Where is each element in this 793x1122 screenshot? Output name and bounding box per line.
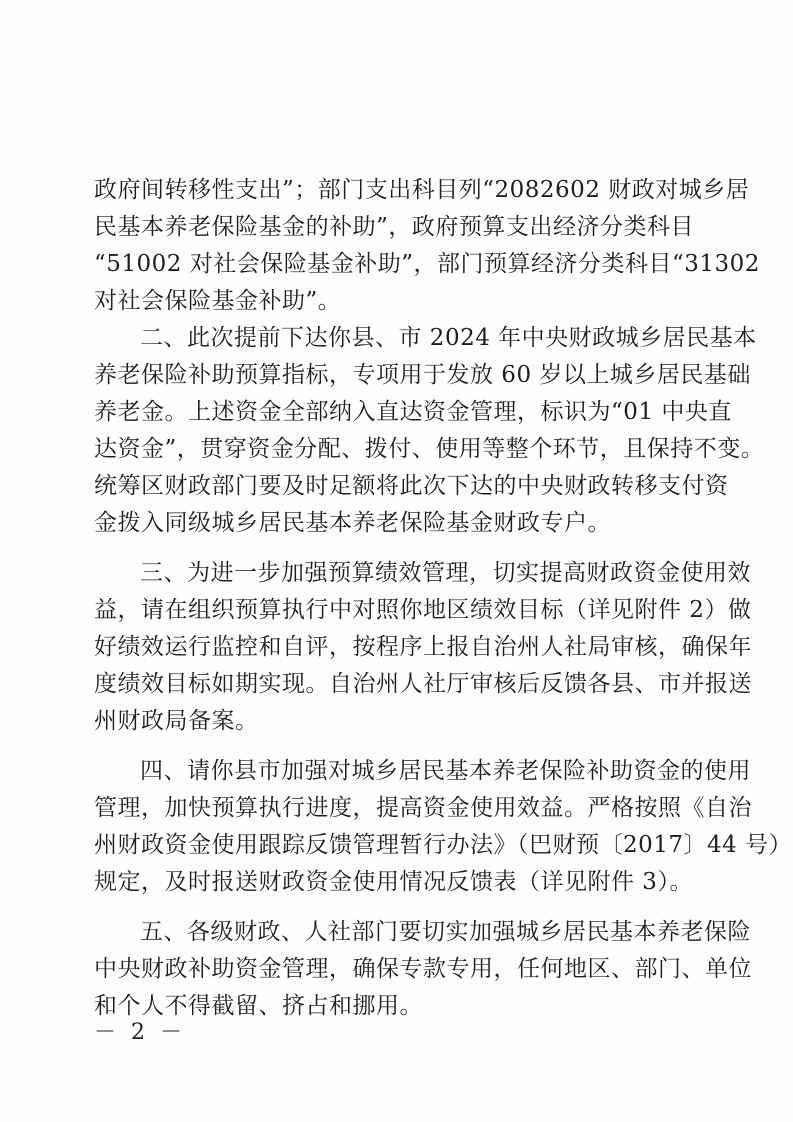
paragraph-4-first-line: 四、请你县市加强对城乡居民基本养老保险补助资金的使用 [140, 758, 751, 784]
paragraph-3-first-line: 三、为进一步加强预算绩效管理，切实提高财政资金使用效 [140, 560, 751, 586]
text-line: 规定，及时报送财政资金使用情况反馈表（详见附件 3）。 [94, 869, 693, 895]
text-line: 益，请在组织预算执行中对照你地区绩效目标（详见附件 2）做 [94, 597, 752, 623]
text-line: 管理，加快预算执行进度，提高资金使用效益。严格按照《自治 [94, 795, 752, 821]
text-line: 好绩效运行监控和自评，按程序上报自治州人社局审核，确保年 [94, 634, 752, 660]
text-line: 和个人不得截留、挤占和挪用。 [94, 993, 423, 1019]
text-line: “51002 对社会保险基金补助”，部门预算经济分类科目“31302 [94, 251, 760, 277]
text-line: 统筹区财政部门要及时足额将此次下达的中央财政转移支付资 [94, 473, 729, 499]
text-line: 州财政局备案。 [94, 708, 259, 734]
paragraph-5-first-line: 五、各级财政、人社部门要切实加强城乡居民基本养老保险 [140, 919, 751, 945]
text-line: 中央财政补助资金管理，确保专款专用，任何地区、部门、单位 [94, 956, 752, 982]
text-line: 州财政资金使用跟踪反馈管理暂行办法》（巴财预〔2017〕44 号） [94, 832, 793, 858]
text-line: 达资金”，贯穿资金分配、拨付、使用等整个环节，且保持不变。 [94, 436, 765, 462]
paragraph-2-first-line: 二、此次提前下达你县、市 2024 年中央财政城乡居民基本 [140, 325, 757, 351]
text-line: 民基本养老保险基金的补助”，政府预算支出经济分类科目 [94, 214, 694, 240]
text-line: 养老金。上述资金全部纳入直达资金管理，标识为“01 中央直 [94, 399, 732, 425]
text-line: 金拨入同级城乡居民基本养老保险基金财政专户。 [94, 510, 611, 536]
page-number: － 2 － [94, 1020, 186, 1045]
text-line: 度绩效目标如期实现。自治州人社厅审核后反馈各县、市并报送 [94, 671, 752, 697]
text-line: 政府间转移性支出”；部门支出科目列“2082602 财政对城乡居 [94, 177, 750, 203]
text-line: 养老保险补助预算指标，专项用于发放 60 岁以上城乡居民基础 [94, 362, 751, 388]
text-line: 对社会保险基金补助”。 [94, 288, 342, 314]
